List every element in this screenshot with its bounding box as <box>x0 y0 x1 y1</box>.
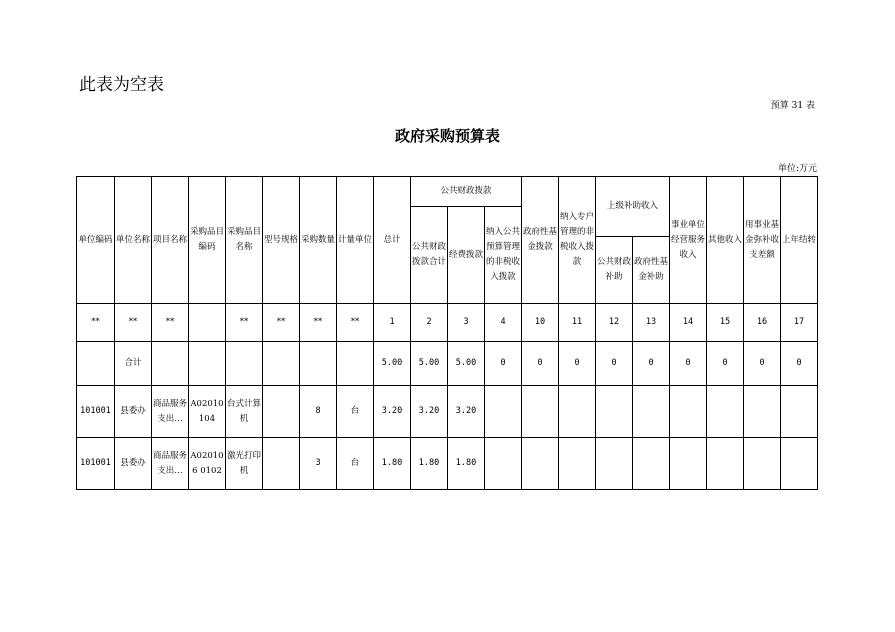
cell <box>633 386 670 438</box>
cell <box>559 438 596 490</box>
cell: ** <box>77 304 115 342</box>
cell: 4 <box>485 304 522 342</box>
cell: ** <box>226 304 263 342</box>
cell: ** <box>300 304 337 342</box>
table-number: 预算 31 表 <box>770 101 815 111</box>
cell <box>485 438 522 490</box>
cell: 商品服务支出… <box>152 438 189 490</box>
cell <box>263 342 300 386</box>
cell <box>337 342 374 386</box>
cell <box>485 386 522 438</box>
cell: 合计 <box>115 342 152 386</box>
cell: 激光打印机 <box>226 438 263 490</box>
cell <box>707 386 744 438</box>
cell <box>226 342 263 386</box>
cell: 11 <box>559 304 596 342</box>
cell: 0 <box>744 342 781 386</box>
header-reserve: 用事业基金弥补收支差额 <box>744 177 781 304</box>
cell: 0 <box>596 342 633 386</box>
cell: A02010104 <box>189 386 226 438</box>
header-special-nontax: 纳入专户管理的非税收入拨款 <box>559 177 596 304</box>
cell: 0 <box>485 342 522 386</box>
cell: 5.00 <box>448 342 485 386</box>
cell: ** <box>115 304 152 342</box>
cell: ** <box>263 304 300 342</box>
header-unit-code: 单位编码 <box>77 177 115 304</box>
cell: 101001 <box>77 438 115 490</box>
header-sup-fund: 政府性基金补助 <box>633 237 670 304</box>
header-public-fiscal: 公共财政拨款 <box>411 177 522 207</box>
cell <box>77 342 115 386</box>
cell <box>263 438 300 490</box>
cell: 0 <box>522 342 559 386</box>
cell <box>670 438 707 490</box>
total-row <box>77 342 818 386</box>
header-pf-total: 公共财政拨款合计 <box>411 207 448 304</box>
cell: 3.20 <box>411 386 448 438</box>
cell: A020106 0102 <box>189 438 226 490</box>
cell: 101001 <box>77 386 115 438</box>
empty-table-note: 此表为空表 <box>79 75 164 95</box>
cell <box>781 438 818 490</box>
cell: 3.20 <box>374 386 411 438</box>
header-gov-fund: 政府性基金拨款 <box>522 177 559 304</box>
cell: 0 <box>707 342 744 386</box>
header-business: 事业单位经营服务收入 <box>670 177 707 304</box>
cell <box>596 438 633 490</box>
cell <box>189 342 226 386</box>
cell: 3 <box>300 438 337 490</box>
unit-label: 单位:万元 <box>777 164 817 174</box>
header-model: 型号规格 <box>263 177 300 304</box>
header-total: 总计 <box>374 177 411 304</box>
cell: 0 <box>559 342 596 386</box>
cell: 1.80 <box>374 438 411 490</box>
cell: 5.00 <box>411 342 448 386</box>
cell: 16 <box>744 304 781 342</box>
header-pf-nontax: 纳入公共预算管理的非税收入拨款 <box>485 207 522 304</box>
cell <box>263 386 300 438</box>
cell: 14 <box>670 304 707 342</box>
header-item-name: 采购品目名称 <box>226 177 263 304</box>
cell: 县委办 <box>115 386 152 438</box>
cell: 台 <box>337 438 374 490</box>
procurement-budget-table <box>76 176 818 490</box>
cell <box>522 386 559 438</box>
cell: 1 <box>374 304 411 342</box>
header-item-code: 采购品目编码 <box>189 177 226 304</box>
cell <box>744 386 781 438</box>
header-sup-public: 公共财政补助 <box>596 237 633 304</box>
table-row <box>77 438 818 490</box>
cell <box>670 386 707 438</box>
table-row <box>77 386 818 438</box>
cell: 0 <box>633 342 670 386</box>
header-superior: 上级补助收入 <box>596 177 670 237</box>
cell <box>633 438 670 490</box>
cell: 台式计算机 <box>226 386 263 438</box>
cell: 3.20 <box>448 386 485 438</box>
cell: 2 <box>411 304 448 342</box>
code-row <box>77 304 818 342</box>
cell <box>559 386 596 438</box>
cell <box>152 342 189 386</box>
header-pf-expense: 经费拨款 <box>448 207 485 304</box>
header-project-name: 项目名称 <box>152 177 189 304</box>
cell: 12 <box>596 304 633 342</box>
cell: 13 <box>633 304 670 342</box>
cell <box>707 438 744 490</box>
cell: 县委办 <box>115 438 152 490</box>
cell <box>300 342 337 386</box>
cell: 0 <box>670 342 707 386</box>
header-measure-unit: 计量单位 <box>337 177 374 304</box>
cell: 5.00 <box>374 342 411 386</box>
cell: 15 <box>707 304 744 342</box>
cell: 17 <box>781 304 818 342</box>
cell: 1.80 <box>448 438 485 490</box>
cell: ** <box>337 304 374 342</box>
header-carryover: 上年结转 <box>781 177 818 304</box>
cell: 0 <box>781 342 818 386</box>
cell <box>522 438 559 490</box>
cell <box>781 386 818 438</box>
cell: 商品服务支出… <box>152 386 189 438</box>
cell <box>596 386 633 438</box>
page-title: 政府采购预算表 <box>394 127 500 145</box>
cell: 1.80 <box>411 438 448 490</box>
cell: 台 <box>337 386 374 438</box>
cell: ** <box>152 304 189 342</box>
header-other: 其他收入 <box>707 177 744 304</box>
cell: 8 <box>300 386 337 438</box>
cell <box>744 438 781 490</box>
header-unit-name: 单位名称 <box>115 177 152 304</box>
header-quantity: 采购数量 <box>300 177 337 304</box>
cell: 10 <box>522 304 559 342</box>
cell: 3 <box>448 304 485 342</box>
cell <box>189 304 226 342</box>
